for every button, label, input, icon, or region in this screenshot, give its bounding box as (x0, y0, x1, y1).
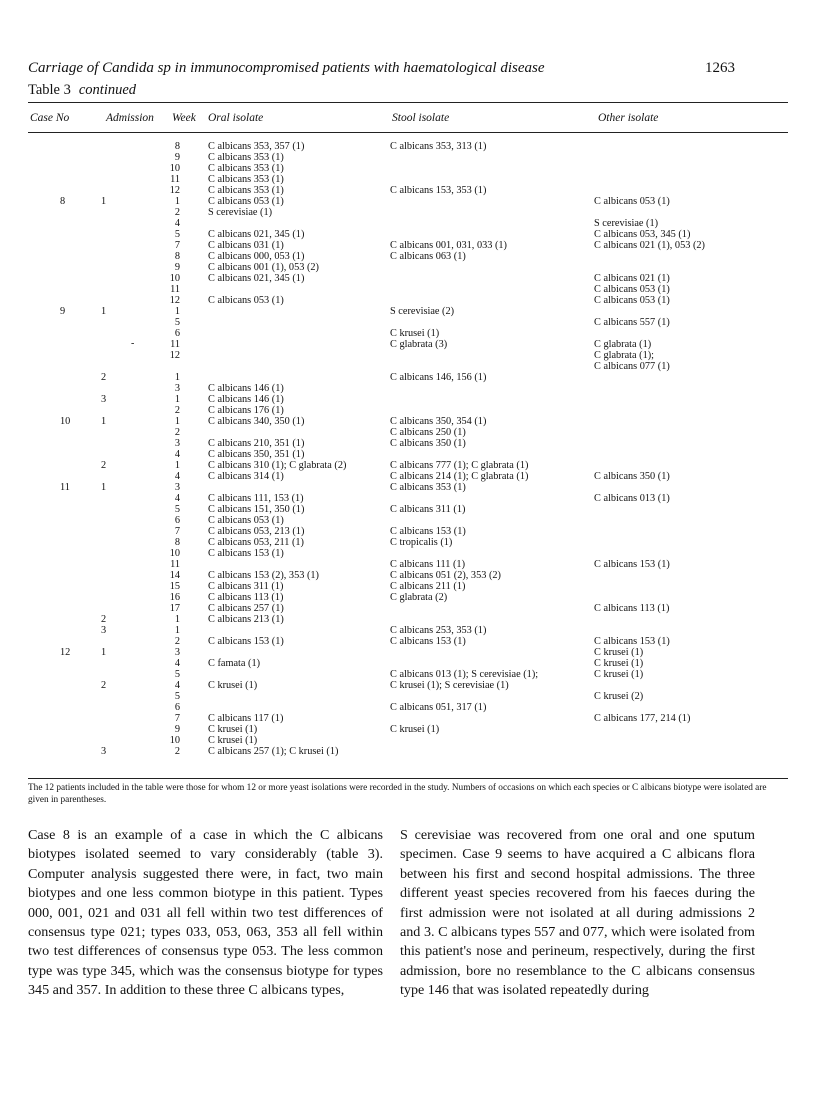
row-other-isolate: C albicans 053, 345 (1) (594, 229, 691, 240)
row-oral-isolate: C albicans 210, 351 (1) (208, 438, 305, 449)
table-row (0, 174, 816, 185)
row-stool-isolate: C albicans 211 (1) (390, 581, 466, 592)
row-admission: 3 (101, 625, 107, 636)
table-row (0, 504, 816, 515)
row-week: 1 (174, 372, 180, 383)
row-week: 12 (169, 350, 180, 361)
table-caption-suffix: continued (78, 82, 137, 98)
row-week: 8 (174, 537, 180, 548)
row-other-isolate: C albicans 153 (1) (594, 636, 670, 647)
row-week: 1 (174, 416, 180, 427)
row-week: 1 (174, 394, 180, 405)
row-stool-isolate: C albicans 253, 353 (1) (390, 625, 487, 636)
row-admission: 3 (101, 394, 107, 405)
row-oral-isolate: C albicans 053 (1) (208, 196, 284, 207)
table-row (0, 328, 816, 339)
col-header-admission: Admission (106, 112, 154, 124)
table-row (0, 724, 816, 735)
row-week: 4 (174, 218, 180, 229)
table-row (0, 317, 816, 328)
row-oral-isolate: C krusei (1) (208, 735, 258, 746)
row-week: 10 (169, 163, 180, 174)
table-row (0, 482, 816, 493)
table-footnote: The 12 patients included in the table were those for whom 12 or more yeast isolations were recorded in the study. Numbers of occasions on which each species or C albicans biotype were isolated are given in parentheses. (28, 783, 767, 805)
row-oral-isolate: C albicans 111, 153 (1) (208, 493, 304, 504)
row-oral-isolate: C albicans 153 (2), 353 (1) (208, 570, 319, 581)
table-row (0, 713, 816, 724)
row-oral-isolate: C albicans 340, 350 (1) (208, 416, 305, 427)
row-oral-isolate: C albicans 000, 053 (1) (208, 251, 305, 262)
table-row (0, 735, 816, 746)
row-other-isolate: C albicans 021 (1), 053 (2) (594, 240, 705, 251)
row-week: 4 (174, 449, 180, 460)
row-stool-isolate: C tropicalis (1) (390, 537, 453, 548)
row-week: 8 (174, 251, 180, 262)
table-row (0, 229, 816, 240)
row-week: 5 (174, 504, 180, 515)
row-case-no: 11 (60, 482, 70, 493)
table-row (0, 416, 816, 427)
row-oral-isolate: C albicans 001 (1), 053 (2) (208, 262, 319, 273)
table-row (0, 592, 816, 603)
row-stool-isolate: C albicans 153, 353 (1) (390, 185, 487, 196)
table-row (0, 185, 816, 196)
row-oral-isolate: C albicans 213 (1) (208, 614, 284, 625)
table-row (0, 163, 816, 174)
row-week: 6 (174, 328, 180, 339)
col-header-stool: Stool isolate (392, 112, 450, 124)
row-week: 4 (174, 680, 180, 691)
table-row (0, 471, 816, 482)
table-row (0, 262, 816, 273)
row-stool-isolate: C krusei (1); S cerevisiae (1) (390, 680, 509, 691)
row-other-isolate: C albicans 153 (1) (594, 559, 670, 570)
col-header-other: Other isolate (598, 112, 659, 124)
row-week: 1 (174, 460, 180, 471)
row-other-isolate: C albicans 021 (1) (594, 273, 670, 284)
col-header-oral: Oral isolate (208, 112, 264, 124)
row-week: 9 (174, 262, 180, 273)
table-row (0, 350, 816, 361)
row-week: 7 (174, 240, 180, 251)
row-week: 1 (174, 625, 180, 636)
row-oral-isolate: C albicans 146 (1) (208, 383, 284, 394)
row-other-isolate: C albicans 053 (1) (594, 196, 670, 207)
row-admission: 1 (101, 647, 107, 658)
row-stool-isolate: C albicans 353 (1) (390, 482, 466, 493)
row-other-isolate: C albicans 350 (1) (594, 471, 670, 482)
row-oral-isolate: C albicans 311 (1) (208, 581, 284, 592)
row-week: 1 (174, 306, 180, 317)
row-oral-isolate: C albicans 353 (1) (208, 152, 284, 163)
col-header-case: Case No (30, 112, 70, 124)
table-row (0, 284, 816, 295)
row-oral-isolate: C albicans 176 (1) (208, 405, 284, 416)
row-week: 17 (169, 603, 180, 614)
row-week: 3 (174, 438, 180, 449)
table-row (0, 273, 816, 284)
row-week: 5 (174, 669, 180, 680)
table-row (0, 702, 816, 713)
row-week: 2 (174, 405, 180, 416)
row-oral-isolate: C albicans 053, 213 (1) (208, 526, 305, 537)
row-other-isolate: C krusei (2) (594, 691, 644, 702)
row-week: 11 (170, 284, 180, 295)
row-other-isolate: C albicans 177, 214 (1) (594, 713, 691, 724)
table-row (0, 372, 816, 383)
row-stool-isolate: C albicans 153 (1) (390, 636, 466, 647)
table-row (0, 218, 816, 229)
row-oral-isolate: C albicans 257 (1) (208, 603, 284, 614)
table-row (0, 614, 816, 625)
table-row (0, 306, 816, 317)
running-title: Carriage of Candida sp in immunocompromised patients with haematological disease (28, 60, 545, 76)
row-week: 1 (174, 196, 180, 207)
row-week: 1 (174, 614, 180, 625)
body-text-left-column: Case 8 is an example of a case in which the C albicans biotypes isolated seemed to vary considerably (table 3). Computer analysis suggested there were, in fact, two main biotypes and one less common biotype in this patient. Types 000, 001, 021 and 031 all fell within two test differences of consensus type 021; types 033, 053, 063, 353 all fell within two test differences of consensus type 053. The less common type was type 345, which was the consensus biotype for types 345 and 357. In addition to these three C albicans types, (28, 827, 383, 999)
row-week: 9 (174, 724, 180, 735)
table-row (0, 625, 816, 636)
row-week: 2 (174, 636, 180, 647)
row-stool-isolate: C krusei (1) (390, 724, 440, 735)
row-stool-isolate: C albicans 350, 354 (1) (390, 416, 487, 427)
row-stool-isolate: C albicans 350 (1) (390, 438, 466, 449)
row-other-isolate: C glabrata (1) (594, 339, 652, 350)
row-oral-isolate: C albicans 053, 211 (1) (208, 537, 304, 548)
row-oral-isolate: C albicans 353 (1) (208, 163, 284, 174)
row-oral-isolate: C albicans 053 (1) (208, 515, 284, 526)
row-oral-isolate: C famata (1) (208, 658, 261, 669)
row-week: 7 (174, 713, 180, 724)
row-case-no: 10 (60, 416, 71, 427)
row-oral-isolate: C albicans 353 (1) (208, 174, 284, 185)
row-case-no: 12 (60, 647, 71, 658)
table-row (0, 339, 816, 350)
row-week: 4 (174, 471, 180, 482)
table-row (0, 196, 816, 207)
table-row (0, 691, 816, 702)
row-oral-isolate: C albicans 353, 357 (1) (208, 141, 305, 152)
row-stool-isolate: S cerevisiae (2) (390, 306, 455, 317)
stray-mark: - (131, 338, 135, 349)
row-stool-isolate: C glabrata (3) (390, 339, 448, 350)
row-week: 5 (174, 229, 180, 240)
row-stool-isolate: C albicans 063 (1) (390, 251, 466, 262)
row-case-no: 8 (60, 196, 66, 207)
row-admission: 2 (101, 614, 107, 625)
row-other-isolate: C albicans 113 (1) (594, 603, 670, 614)
row-week: 5 (174, 317, 180, 328)
page-number: 1263 (705, 60, 735, 76)
row-week: 10 (169, 273, 180, 284)
table-row (0, 438, 816, 449)
table-row (0, 537, 816, 548)
row-week: 16 (169, 592, 180, 603)
row-week: 15 (169, 581, 180, 592)
table-row (0, 559, 816, 570)
row-other-isolate: C albicans 077 (1) (594, 361, 670, 372)
row-week: 11 (170, 559, 180, 570)
row-oral-isolate: C albicans 353 (1) (208, 185, 284, 196)
row-other-isolate: C krusei (1) (594, 669, 644, 680)
row-oral-isolate: C albicans 021, 345 (1) (208, 273, 305, 284)
row-case-no: 9 (60, 306, 66, 317)
row-other-isolate: C glabrata (1); (594, 350, 655, 361)
table-row (0, 680, 816, 691)
row-stool-isolate: C krusei (1) (390, 328, 440, 339)
row-oral-isolate: C albicans 021, 345 (1) (208, 229, 305, 240)
row-stool-isolate: C glabrata (2) (390, 592, 448, 603)
row-week: 7 (174, 526, 180, 537)
row-week: 6 (174, 515, 180, 526)
table-row (0, 460, 816, 471)
table-bottom-rule (28, 778, 788, 779)
row-stool-isolate: C albicans 214 (1); C glabrata (1) (390, 471, 529, 482)
row-week: 2 (174, 746, 180, 757)
table-row (0, 603, 816, 614)
row-stool-isolate: C albicans 311 (1) (390, 504, 466, 515)
table-row (0, 647, 816, 658)
row-admission: 2 (101, 372, 107, 383)
row-stool-isolate: C albicans 051 (2), 353 (2) (390, 570, 501, 581)
table-row (0, 570, 816, 581)
row-oral-isolate: C albicans 350, 351 (1) (208, 449, 305, 460)
row-week: 8 (174, 141, 180, 152)
table-row (0, 581, 816, 592)
table-row (0, 746, 816, 757)
row-week: 2 (174, 207, 180, 218)
table-row (0, 515, 816, 526)
row-admission: 2 (101, 460, 107, 471)
row-week: 4 (174, 658, 180, 669)
row-week: 3 (174, 383, 180, 394)
row-week: 3 (174, 482, 180, 493)
row-stool-isolate: C albicans 353, 313 (1) (390, 141, 487, 152)
row-other-isolate: C krusei (1) (594, 647, 644, 658)
table-row (0, 141, 816, 152)
row-admission: 1 (101, 196, 107, 207)
row-other-isolate: C albicans 557 (1) (594, 317, 670, 328)
row-oral-isolate: C albicans 053 (1) (208, 295, 284, 306)
table-row (0, 207, 816, 218)
table-row (0, 361, 816, 372)
row-oral-isolate: C albicans 113 (1) (208, 592, 284, 603)
row-stool-isolate: C albicans 111 (1) (390, 559, 466, 570)
row-stool-isolate: C albicans 013 (1); S cerevisiae (1); (390, 669, 539, 680)
row-stool-isolate: C albicans 051, 317 (1) (390, 702, 487, 713)
table-row (0, 152, 816, 163)
row-oral-isolate: C albicans 153 (1) (208, 636, 284, 647)
row-oral-isolate: C krusei (1) (208, 724, 258, 735)
row-week: 6 (174, 702, 180, 713)
row-stool-isolate: C albicans 777 (1); C glabrata (1) (390, 460, 529, 471)
row-oral-isolate: C albicans 314 (1) (208, 471, 284, 482)
row-oral-isolate: C albicans 146 (1) (208, 394, 284, 405)
row-week: 12 (169, 185, 180, 196)
table-row (0, 427, 816, 438)
row-week: 11 (170, 174, 180, 185)
table-row (0, 548, 816, 559)
row-week: 9 (174, 152, 180, 163)
row-oral-isolate: C albicans 153 (1) (208, 548, 284, 559)
row-week: 14 (169, 570, 180, 581)
row-oral-isolate: C albicans 117 (1) (208, 713, 284, 724)
table-row (0, 526, 816, 537)
row-week: 11 (170, 339, 180, 350)
table-row (0, 295, 816, 306)
row-week: 10 (169, 735, 180, 746)
row-admission: 3 (101, 746, 107, 757)
row-stool-isolate: C albicans 001, 031, 033 (1) (390, 240, 507, 251)
row-week: 4 (174, 493, 180, 504)
row-oral-isolate: C krusei (1) (208, 680, 258, 691)
row-other-isolate: C albicans 053 (1) (594, 295, 670, 306)
row-week: 2 (174, 427, 180, 438)
row-admission: 1 (101, 416, 107, 427)
row-oral-isolate: C albicans 151, 350 (1) (208, 504, 305, 515)
row-stool-isolate: C albicans 250 (1) (390, 427, 466, 438)
row-week: 10 (169, 548, 180, 559)
row-admission: 2 (101, 680, 107, 691)
table-row (0, 449, 816, 460)
row-oral-isolate: C albicans 310 (1); C glabrata (2) (208, 460, 347, 471)
row-admission: 1 (101, 482, 107, 493)
row-week: 12 (169, 295, 180, 306)
table-row (0, 493, 816, 504)
table-row (0, 669, 816, 680)
table-row (0, 405, 816, 416)
table-caption-label: Table 3 (28, 82, 71, 98)
row-stool-isolate: C albicans 153 (1) (390, 526, 466, 537)
row-oral-isolate: S cerevisiae (1) (208, 207, 273, 218)
table-row (0, 636, 816, 647)
table-row (0, 240, 816, 251)
row-other-isolate: C albicans 013 (1) (594, 493, 670, 504)
row-other-isolate: C krusei (1) (594, 658, 644, 669)
row-other-isolate: S cerevisiae (1) (594, 218, 659, 229)
row-admission: 1 (101, 306, 107, 317)
row-oral-isolate: C albicans 257 (1); C krusei (1) (208, 746, 339, 757)
table-row (0, 658, 816, 669)
table-row (0, 394, 816, 405)
row-other-isolate: C albicans 053 (1) (594, 284, 670, 295)
row-oral-isolate: C albicans 031 (1) (208, 240, 284, 251)
col-header-week: Week (172, 112, 196, 124)
body-text-right-column: S cerevisiae was recovered from one oral and one sputum specimen. Case 9 seems to have acquired a C albicans flora between his first and second hospital admissions. The three different yeast species recovered from his faeces during the first admission were not isolated at all during admissions 2 and 3. C albicans types 557 and 077, which were isolated from this patient's nose and perineum, respectively, during the first admission, bore no resemblance to the C albicans consensus type 146 that was isolated repeatedly during (400, 827, 755, 999)
row-week: 3 (174, 647, 180, 658)
table-row (0, 383, 816, 394)
table-row (0, 251, 816, 262)
row-stool-isolate: C albicans 146, 156 (1) (390, 372, 487, 383)
row-week: 5 (174, 691, 180, 702)
